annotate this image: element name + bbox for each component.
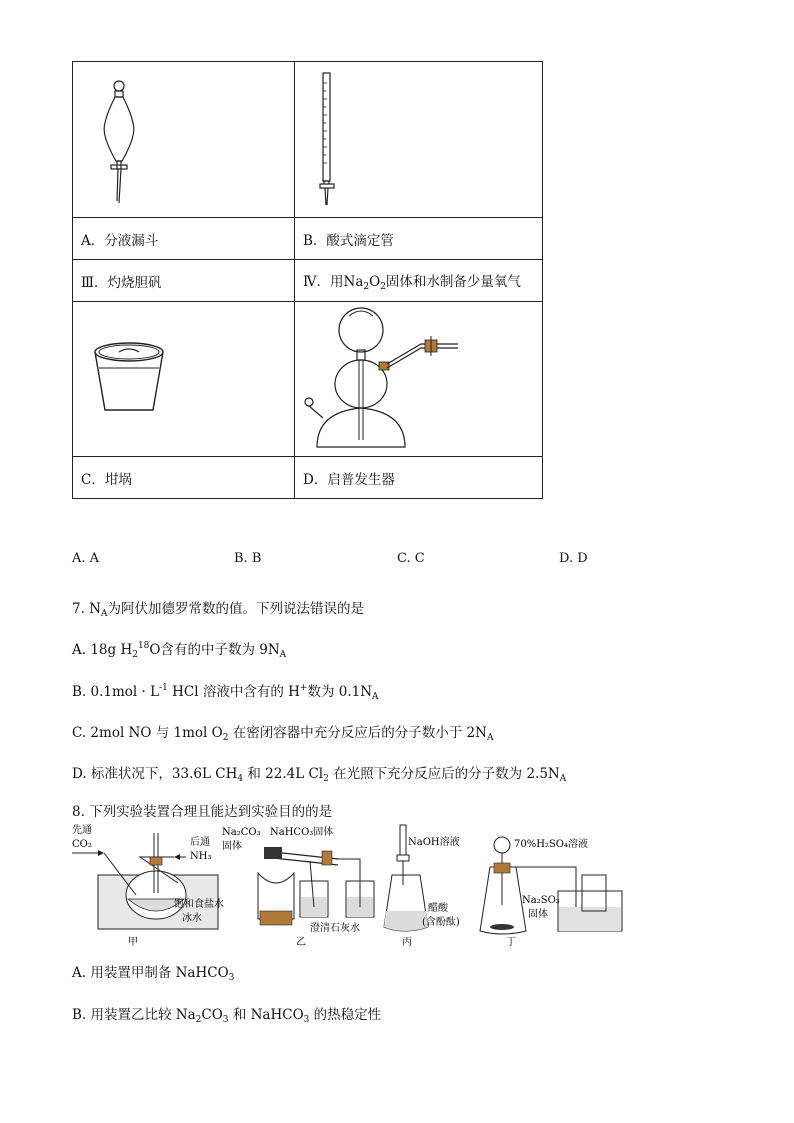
q8-b-mid1: CO [201,1007,223,1023]
yi-nahco3-text: NaHCO₃固体 [270,827,334,838]
q7-stem-sub: A [100,609,108,619]
ding-solid-text: 固体 [528,909,548,920]
apparatus-jia [72,823,224,948]
label-iv [295,260,543,302]
jia-nh3-text: 后通 [190,837,210,848]
q7-a-sup: 18 [137,641,150,651]
q8-b-sub2: 3 [222,1015,229,1025]
q8-b-sub3: 3 [303,1015,310,1025]
q6-option-d[interactable]: D. D [559,551,588,566]
cell-kipp-image [295,302,543,457]
q7-option-b[interactable] [72,680,379,702]
q7-b-sup: -1 [159,683,168,693]
q7-c-sub: 2 [222,733,229,743]
label-b: B．酸式滴定管 [295,218,543,260]
q7-c-sub2: A [486,733,494,743]
q7-d-sub: 4 [237,774,244,784]
q8-apparatus-figure [70,823,630,951]
q7-b-sub: A [372,692,379,702]
q8-a-pre: A. 用装置甲制备 NaHCO [72,965,229,981]
label-a: A．分液漏斗 [73,218,295,260]
q8-stem: 8. 下列实验装置合理且能达到实验目的的是 [72,804,333,820]
q8-a-sub: 3 [228,973,235,983]
q7-a-pre: A. 18g H [72,642,133,658]
q7-d-mid: 和 22.4L Cl [243,766,324,782]
q8-option-a[interactable] [72,961,234,983]
yi-na2co3-text: Na₂CO₃ [222,827,261,838]
q8-b-post: 的热稳定性 [309,1007,382,1023]
q7-stem [72,597,364,619]
q6-option-c[interactable]: C. C [397,551,425,566]
label-iv-prefix: Ⅳ．用 [303,273,344,290]
q7-d-pre: D. 标准状况下，33.6L CH [72,766,238,782]
label-iv-sub2: 2 [380,281,386,292]
q7-d-sub3: A [559,774,567,784]
jia-ice-text: 冰水 [182,913,202,924]
separatory-funnel-icon [81,63,281,213]
q7-a-sub: 2 [132,650,138,660]
q7-stem-post: 为阿伏加德罗常数的值。下列说法错误的是 [107,601,364,617]
cell-crucible-image [73,302,295,457]
q7-d-post: 在光照下充分反应后的分子数为 2.5N [328,766,560,782]
q7-option-c[interactable] [72,721,493,743]
q8-b-pre: B. 用装置乙比较 Na [72,1007,196,1023]
q7-b-post: 数为 0.1N [307,684,373,700]
yi-solid-text: 固体 [222,841,242,852]
q8-b-sub1: 2 [195,1015,202,1025]
jia-nh3b-text: NH₃ [190,851,212,862]
cell-burette-image [295,62,543,218]
q7-a-post: O含有的中子数为 9N [149,642,280,658]
yi-lime-text: 澄清石灰水 [310,923,360,934]
bing-naoh-text: NaOH溶液 [408,837,460,848]
label-iv-sub1: 2 [363,281,370,292]
apparatus-table [72,61,543,499]
jia-brine-text: 饱和食盐水 [174,899,224,910]
q7-d-sub2: 2 [323,774,329,784]
label-iv-na: Na [343,273,364,290]
q7-c-pre: C. 2mol NO 与 1mol O [72,725,223,741]
crucible-icon [81,302,281,452]
q7-b-pre: B. 0.1mol · L [72,684,160,700]
bing-acid-text: 醋酸 [428,903,448,914]
jia-label: 甲 [128,937,138,948]
q8-b-mid2: 和 NaHCO [228,1007,304,1023]
ding-na2so3-text: Na₂SO₃ [522,895,560,906]
acid-burette-icon [303,63,523,213]
q7-a-sub2: A [279,650,287,660]
bing-label: 丙 [402,937,412,948]
label-iv-o: O [369,273,381,290]
q8-option-b[interactable] [72,1003,381,1025]
q7-c-post: 在密闭容器中充分反应后的分子数小于 2N [228,725,487,741]
q7-option-d[interactable] [72,762,566,784]
cell-separatory-funnel-image [73,62,295,218]
q6-option-a[interactable]: A. A [72,551,100,566]
bing-phen-text: (含酚酞) [422,917,460,928]
label-c: C．坩埚 [73,457,295,499]
label-iii: Ⅲ．灼烧胆矾 [73,260,295,302]
ding-label: 丁 [506,937,516,948]
label-iv-suffix: 固体和水制备少量氧气 [385,273,521,290]
q6-option-b[interactable]: B. B [234,551,262,566]
q7-b-mid: HCl 溶液中含有的 H [167,684,300,700]
apparatus-bing [384,825,460,948]
apparatus-yi [222,825,374,948]
label-d: D．启普发生器 [295,457,543,499]
q7-option-a[interactable] [72,638,286,660]
yi-label: 乙 [296,937,306,948]
jia-co2-text: 先通 [72,825,92,836]
q7-stem-pre: 7. N [72,601,101,617]
jia-co2b-text: CO₂ [72,839,92,850]
kipp-generator-icon [303,302,523,452]
apparatus-ding [480,837,622,948]
q7-b-sup2: + [299,683,308,693]
ding-h2so4-text: 70%H₂SO₄溶液 [514,839,589,850]
